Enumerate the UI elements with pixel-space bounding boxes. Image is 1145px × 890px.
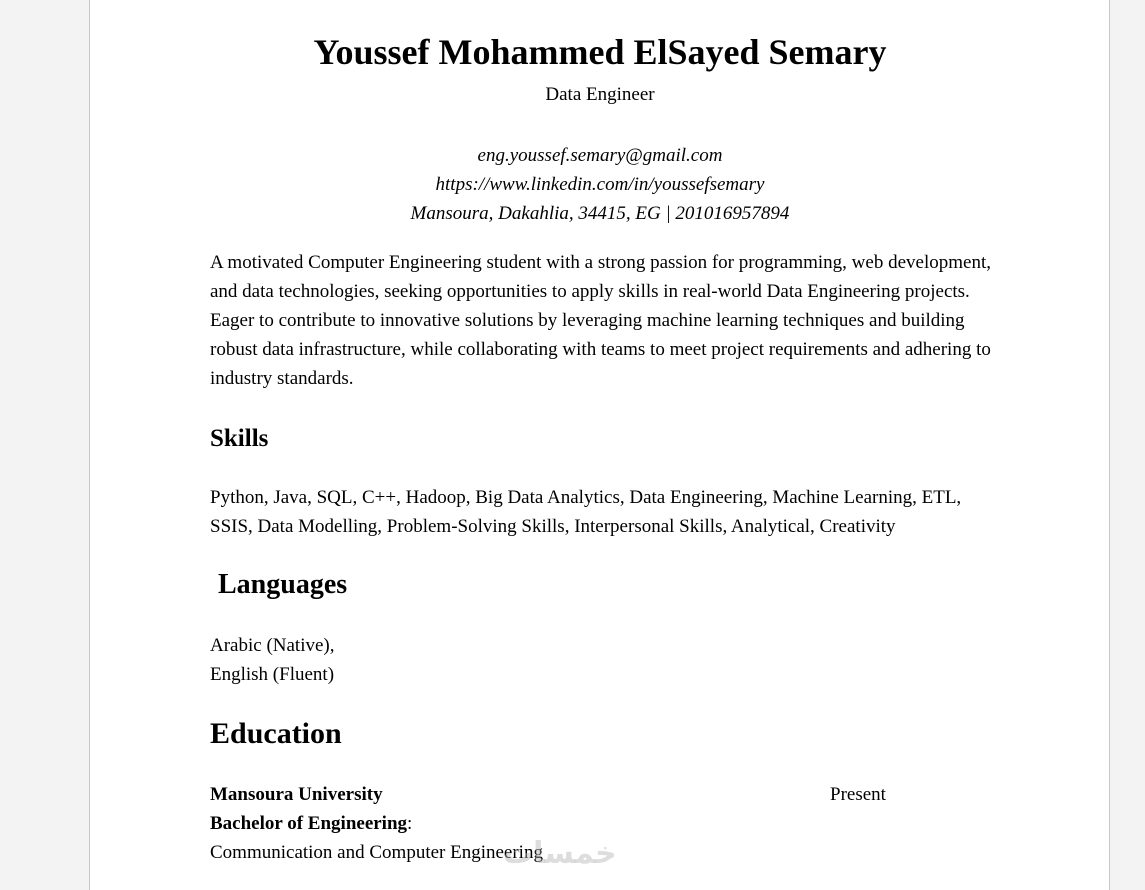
education-degree: Bachelor of Engineering [210,813,408,834]
education-institution-row [210,780,994,809]
education-heading: Education [210,717,342,750]
resume-name: Youssef Mohammed ElSayed Semary [313,32,887,72]
contact-block [210,141,990,228]
languages-heading: Languages [218,569,348,600]
education-date: Present [830,784,886,805]
education-institution: Mansoura University [210,784,383,805]
contact-location-phone: Mansoura, Dakahlia, 34415, EG | 201016957894 [410,203,790,224]
summary-paragraph: A motivated Computer Engineering student with a strong passion for programming, web development, and data technologies, seeking opportunities to apply skills in real-world Data Engineering projects. Eager to contribute to innovative solutions by leveraging machine learning techniques and building robust data infrastructure, while collaborating with teams to meet project requirements and adhering to industry standards. [210,252,991,389]
watermark-logo: خمسات [503,836,617,871]
contact-linkedin: https://www.linkedin.com/in/youssefsemary [435,174,765,195]
language-item: English (Fluent) [210,664,335,685]
education-degree-suffix: : [407,813,413,834]
skills-text: Python, Java, SQL, C++, Hadoop, Big Data Analytics, Data Engineering, Machine Learning, ETL, SSIS, Data Modelling, Problem-Solving Skills, Interpersonal Skills, Analytical, Creativity [210,487,962,537]
skills-heading: Skills [210,425,269,452]
language-item: Arabic (Native), [210,635,335,656]
education-degree-row [210,809,994,838]
languages-list [210,631,335,689]
document-page [89,0,1110,890]
resume-title: Data Engineer [545,84,655,105]
contact-email: eng.youssef.semary@gmail.com [477,145,723,166]
education-major: Communication and Computer Engineering [210,842,543,863]
